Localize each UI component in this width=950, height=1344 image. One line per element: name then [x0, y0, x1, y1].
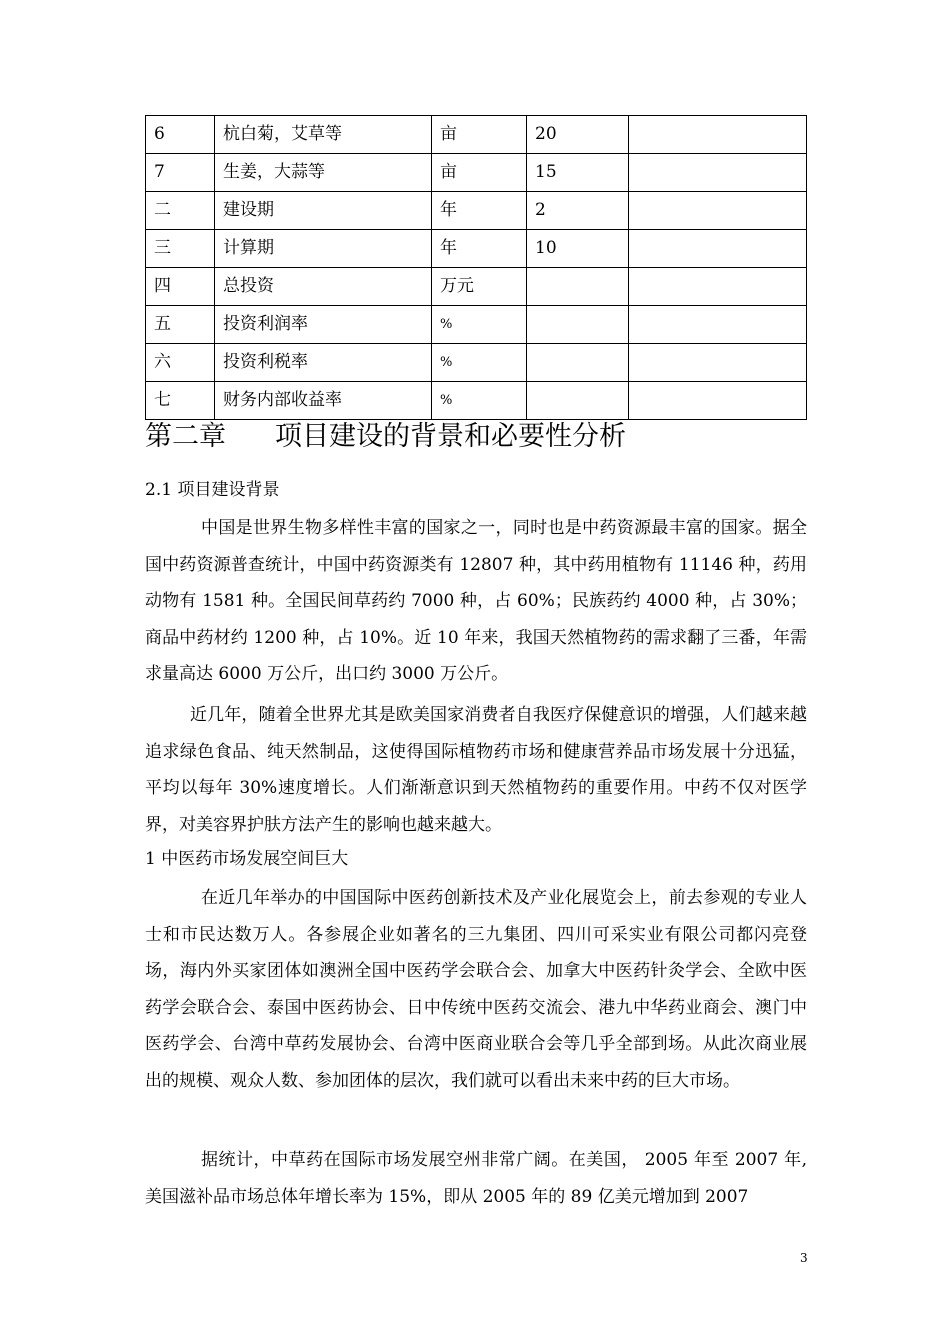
paragraph: 在近几年举办的中国国际中医药创新技术及产业化展览会上，前去参观的专业人士和市民达数万人。各参展企业如著名的三九集团、四川可采实业有限公司都闪亮登场，海内外买家团体如澳洲全国中医药学会联合会、加拿大中医药针灸学会、全欧中医药学会联合会、泰国中医药协会、日中传统中医药交流会、港九中华药业商会、澳门中医药学会、台湾中草药发展协会、台湾中医商业联合会等几乎全部到场。从此次商业展出的规模、观众人数、参加团体的层次，我们就可以看出未来中药的巨大市场。: [145, 888, 807, 1091]
subsection-heading: 1 中医药市场发展空间巨大: [145, 849, 349, 869]
table-row: [146, 344, 807, 382]
row-note: [629, 344, 807, 382]
row-number: 三: [146, 230, 215, 268]
row-value: [527, 306, 629, 344]
table-row: [146, 192, 807, 230]
row-unit: %: [432, 382, 527, 420]
row-item: 建设期: [215, 192, 432, 230]
row-unit: 年: [432, 230, 527, 268]
row-number: 六: [146, 344, 215, 382]
row-value: 20: [527, 116, 629, 154]
row-note: [629, 154, 807, 192]
row-note: [629, 116, 807, 154]
row-unit: 亩: [432, 154, 527, 192]
row-value: [527, 344, 629, 382]
row-item: 财务内部收益率: [215, 382, 432, 420]
row-unit: 年: [432, 192, 527, 230]
row-note: [629, 382, 807, 420]
row-note: [629, 268, 807, 306]
row-value: [527, 382, 629, 420]
row-number: 五: [146, 306, 215, 344]
row-value: 2: [527, 192, 629, 230]
chapter-heading: [145, 418, 626, 456]
chapter-number: 第二章: [145, 421, 226, 452]
project-indicator-table: [145, 115, 807, 420]
row-unit: 亩: [432, 116, 527, 154]
row-number: 7: [146, 154, 215, 192]
page-number: 3: [800, 1251, 808, 1265]
paragraph: 中国是世界生物多样性丰富的国家之一，同时也是中药资源最丰富的国家。据全国中药资源普查统计，中国中药资源类有 12807 种，其中药用植物有 11146 种，药用动物有 1581 种。全国民间草药约 7000 种，占 60%；民族药约 4000 种，占 30%；商品中药材约 1200 种，占 10%。近 10 年来，我国天然植物药的需求翻了三番，年需求量高达 6000 万公斤，出口约 3000 万公斤。: [145, 518, 807, 684]
row-note: [629, 230, 807, 268]
row-unit: %: [432, 306, 527, 344]
section-heading: 2.1 项目建设背景: [145, 480, 280, 500]
row-note: [629, 306, 807, 344]
chapter-title: 项目建设的背景和必要性分析: [275, 421, 626, 452]
paragraph: 据统计，中草药在国际市场发展空州非常广阔。在美国， 2005 年至 2007 年,美国滋补品市场总体年增长率为 15%，即从 2005 年的 89 亿美元增加到 2007: [145, 1150, 807, 1207]
row-number: 七: [146, 382, 215, 420]
row-item: 投资利税率: [215, 344, 432, 382]
row-unit: 万元: [432, 268, 527, 306]
paragraph: 近几年，随着全世界尤其是欧美国家消费者自我医疗保健意识的增强，人们越来越追求绿色食品、纯天然制品，这使得国际植物药市场和健康营养品市场发展十分迅猛，平均以每年 30%速度增长。人们渐渐意识到天然植物药的重要作用。中药不仅对医学界，对美容界护肤方法产生的影响也越来越大。: [145, 705, 807, 835]
row-value: 15: [527, 154, 629, 192]
table-row: [146, 154, 807, 192]
row-note: [629, 192, 807, 230]
row-number: 二: [146, 192, 215, 230]
row-number: 四: [146, 268, 215, 306]
row-unit: %: [432, 344, 527, 382]
row-item: 总投资: [215, 268, 432, 306]
table-row: [146, 306, 807, 344]
row-number: 6: [146, 116, 215, 154]
row-item: 杭白菊，艾草等: [215, 116, 432, 154]
row-item: 投资利润率: [215, 306, 432, 344]
table-row: [146, 382, 807, 420]
row-item: 生姜，大蒜等: [215, 154, 432, 192]
row-value: [527, 268, 629, 306]
table-row: [146, 268, 807, 306]
table-row: [146, 116, 807, 154]
row-value: 10: [527, 230, 629, 268]
table-row: [146, 230, 807, 268]
row-item: 计算期: [215, 230, 432, 268]
